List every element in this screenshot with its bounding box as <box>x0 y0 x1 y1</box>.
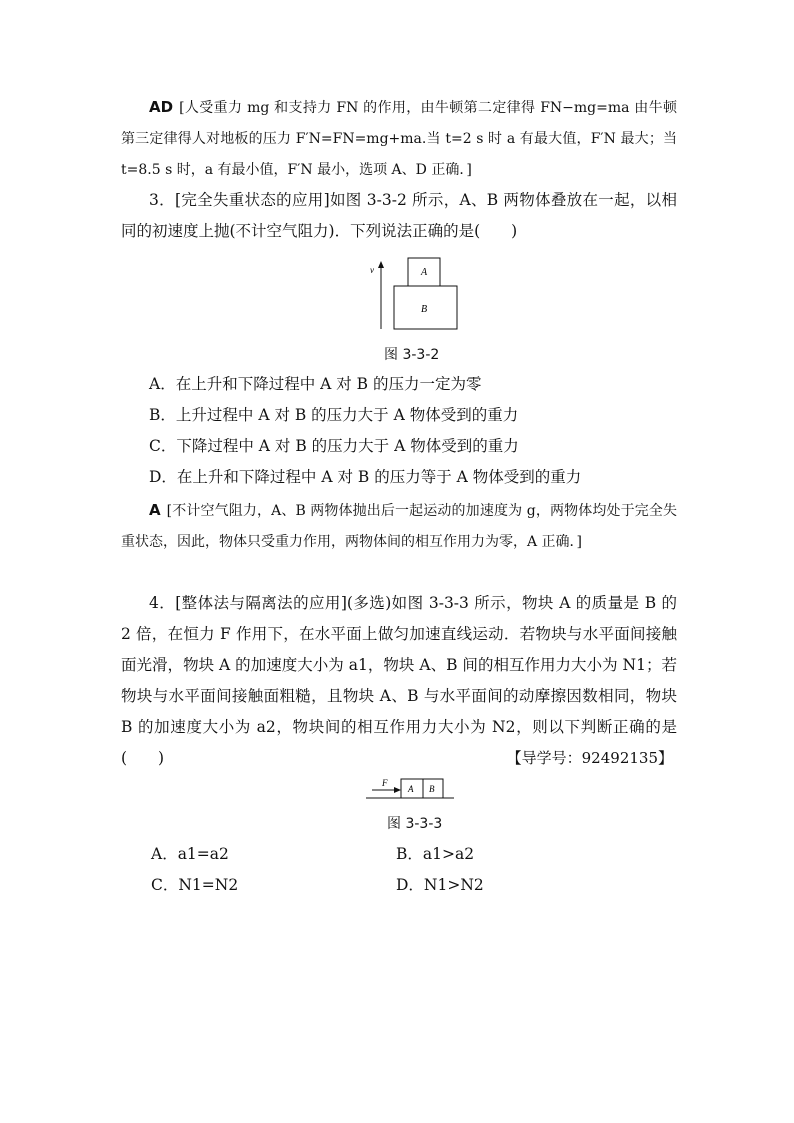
question-4-stem: 4．[整体法与隔离法的应用](多选)如图 3-3-3 所示，物块 A 的质量是 B 的 2 倍，在恒力 F 作用下，在水平面上做匀加速直线运动．若物块与水平面间接触面光滑，物块 A 的加速度大小为 a1，物块 A、B 间的相互作用力大小为 N1；若物块与水平面间接触面粗糙，且物块 A、B 与水平面间的动摩擦因数相同，物块 B 的加速度大小为 a2，物块间的相互作用力大小为 N2，则以下判断正确的是( ) <box>121 594 677 767</box>
block-a-label: A <box>408 784 414 794</box>
figure-3-3-3 <box>360 775 460 805</box>
answer-3-text: [不计空气阻力，A、B 两物体抛出后一起运动的加速度为 g，两物体均处于完全失重状态，因此，物体只受重力作用，两物体间的相互作用力为零，A 正确．] <box>121 503 677 550</box>
block-b-label: B <box>421 304 428 315</box>
answer-3-paragraph <box>121 495 677 558</box>
answer-3-label: A <box>149 501 161 519</box>
question-4-option-a: A．a1=a2 <box>151 845 229 863</box>
answer-2-text: [人受重力 mg 和支持力 FN 的作用，由牛顿第二定律得 FN−mg=ma 由牛顿第三定律得人对地板的压力 F′N=FN=mg+ma.当 t=2 s 时 a 有最大值，F′N 最大；当 t=8.5 s 时，a 有最小值，F′N 最小，选项 A、D 正确．] <box>121 100 677 178</box>
question-3-option-a: A．在上升和下降过程中 A 对 B 的压力一定为零 <box>149 375 482 393</box>
force-arrow-head <box>394 787 401 793</box>
block-a-label: A <box>421 267 428 278</box>
figure-3-3-3-caption: 图 3-3-3 <box>387 816 443 832</box>
velocity-arrow-head <box>378 261 384 268</box>
question-4-option-d: D．N1>N2 <box>396 876 484 894</box>
figure-3-3-2 <box>365 254 465 334</box>
answer-2-label: AD <box>149 98 174 116</box>
question-3-option-d: D．在上升和下降过程中 A 对 B 的压力等于 A 物体受到的重力 <box>149 468 582 486</box>
question-3-option-c: C．下降过程中 A 对 B 的压力大于 A 物体受到的重力 <box>149 437 519 455</box>
question-3-option-b: B．上升过程中 A 对 B 的压力大于 A 物体受到的重力 <box>149 406 519 424</box>
question-3-stem: 3．[完全失重状态的应用]如图 3-3-2 所示，A、B 两物体叠放在一起，以相同的初速度上抛(不计空气阻力)．下列说法正确的是( ) <box>121 191 677 240</box>
answer-2-paragraph <box>121 92 677 186</box>
guide-number: 【导学号：92492135】 <box>506 749 673 767</box>
figure-3-3-2-caption: 图 3-3-2 <box>384 347 440 363</box>
force-label: F <box>382 778 388 788</box>
question-4-option-b: B．a1>a2 <box>396 845 475 863</box>
velocity-label: v <box>370 265 374 275</box>
block-b-label: B <box>429 784 435 794</box>
question-4-option-c: C．N1=N2 <box>151 876 239 894</box>
